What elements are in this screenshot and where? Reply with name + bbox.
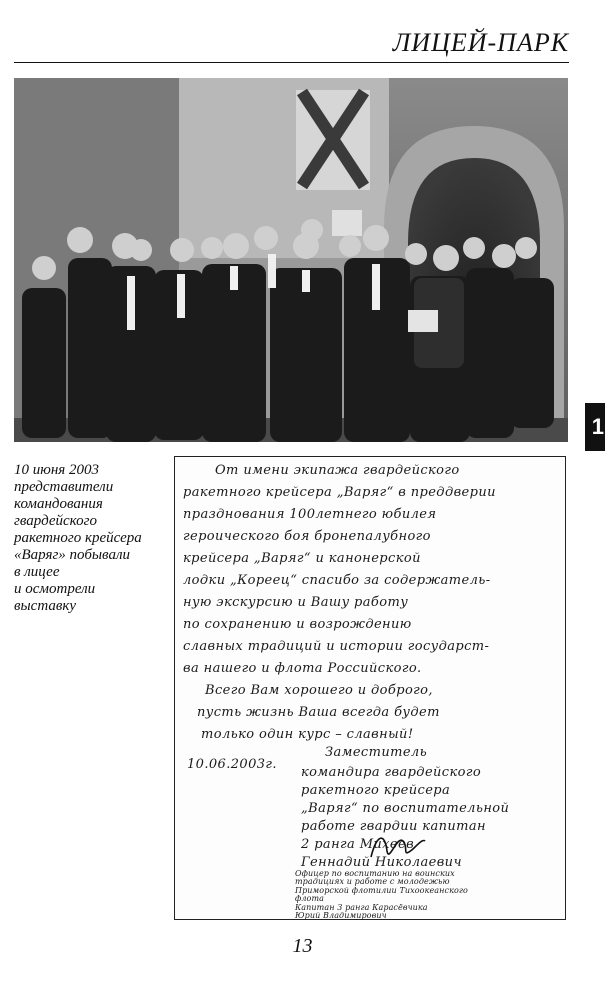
letter-date: 10.06.2003г. xyxy=(187,757,277,772)
caption-line: 10 июня 2003 xyxy=(14,462,99,478)
letter-line: лодки „Кореец“ спасибо за содержатель- xyxy=(183,573,491,588)
letter-line: крейсера „Варяг“ и канонерской xyxy=(183,551,421,566)
signature-line: „Варяг“ по воспитательной xyxy=(301,801,510,816)
photo-caption xyxy=(14,462,164,615)
signature-line: работе гвардии капитан xyxy=(301,819,487,834)
letter-line: празднования 100летнего юбилея xyxy=(183,507,437,522)
signature-line: командира гвардейского xyxy=(301,765,482,780)
letter-line: От имени экипажа гвардейского xyxy=(215,463,460,478)
officer-line: флота xyxy=(295,894,325,904)
signature-scribble xyxy=(367,829,427,863)
officer-line: Приморской флотилии Тихоокеанского xyxy=(295,885,468,895)
letter-line: героического боя бронепалубного xyxy=(183,529,431,544)
letter-line: славных традиций и истории государст- xyxy=(183,639,490,654)
header-rule xyxy=(14,62,569,63)
page-header-title: ЛИЦЕЙ-ПАРК xyxy=(392,28,569,57)
signature-line: Заместитель xyxy=(325,745,428,760)
letter-line: по сохранению и возрождению xyxy=(183,617,412,632)
signature-line: ракетного крейсера xyxy=(301,783,451,798)
caption-line: в лицее xyxy=(14,564,60,580)
letter-line: только один курс – славный! xyxy=(201,727,414,742)
caption-line: «Варяг» побывали xyxy=(14,547,130,563)
caption-line: гвардейского xyxy=(14,513,97,529)
signature-line: 2 ранга Михеев xyxy=(301,837,415,852)
handwritten-letter xyxy=(174,456,566,920)
caption-line: выставку xyxy=(14,598,77,614)
letter-line: ракетного крейсера „Варяг“ в преддверии xyxy=(183,485,496,500)
caption-line: и осмотрели xyxy=(14,581,96,597)
officer-line: Юрий Владимирович xyxy=(295,911,387,920)
side-tab: 1 xyxy=(585,403,605,451)
officer-line: Офицер по воспитанию на воинских xyxy=(295,869,455,878)
letter-line: ную экскурсию и Вашу работу xyxy=(183,595,409,610)
letter-line: пусть жизнь Ваша всегда будет xyxy=(197,705,440,720)
page-number: 13 xyxy=(292,935,313,957)
letter-line: ва нашего и флота Российского. xyxy=(183,661,422,676)
officer-line: традициях и работе с молодежью xyxy=(295,877,450,887)
officer-line: Капитан 3 ранга Карасёвчика xyxy=(295,902,428,912)
caption-line: представители xyxy=(14,479,114,495)
group-photo xyxy=(14,78,568,442)
letter-line: Всего Вам хорошего и доброго, xyxy=(205,683,433,698)
caption-line: командования xyxy=(14,496,103,512)
signature-line: Геннадий Николаевич xyxy=(301,855,462,870)
caption-line: ракетного крейсера xyxy=(14,530,142,546)
